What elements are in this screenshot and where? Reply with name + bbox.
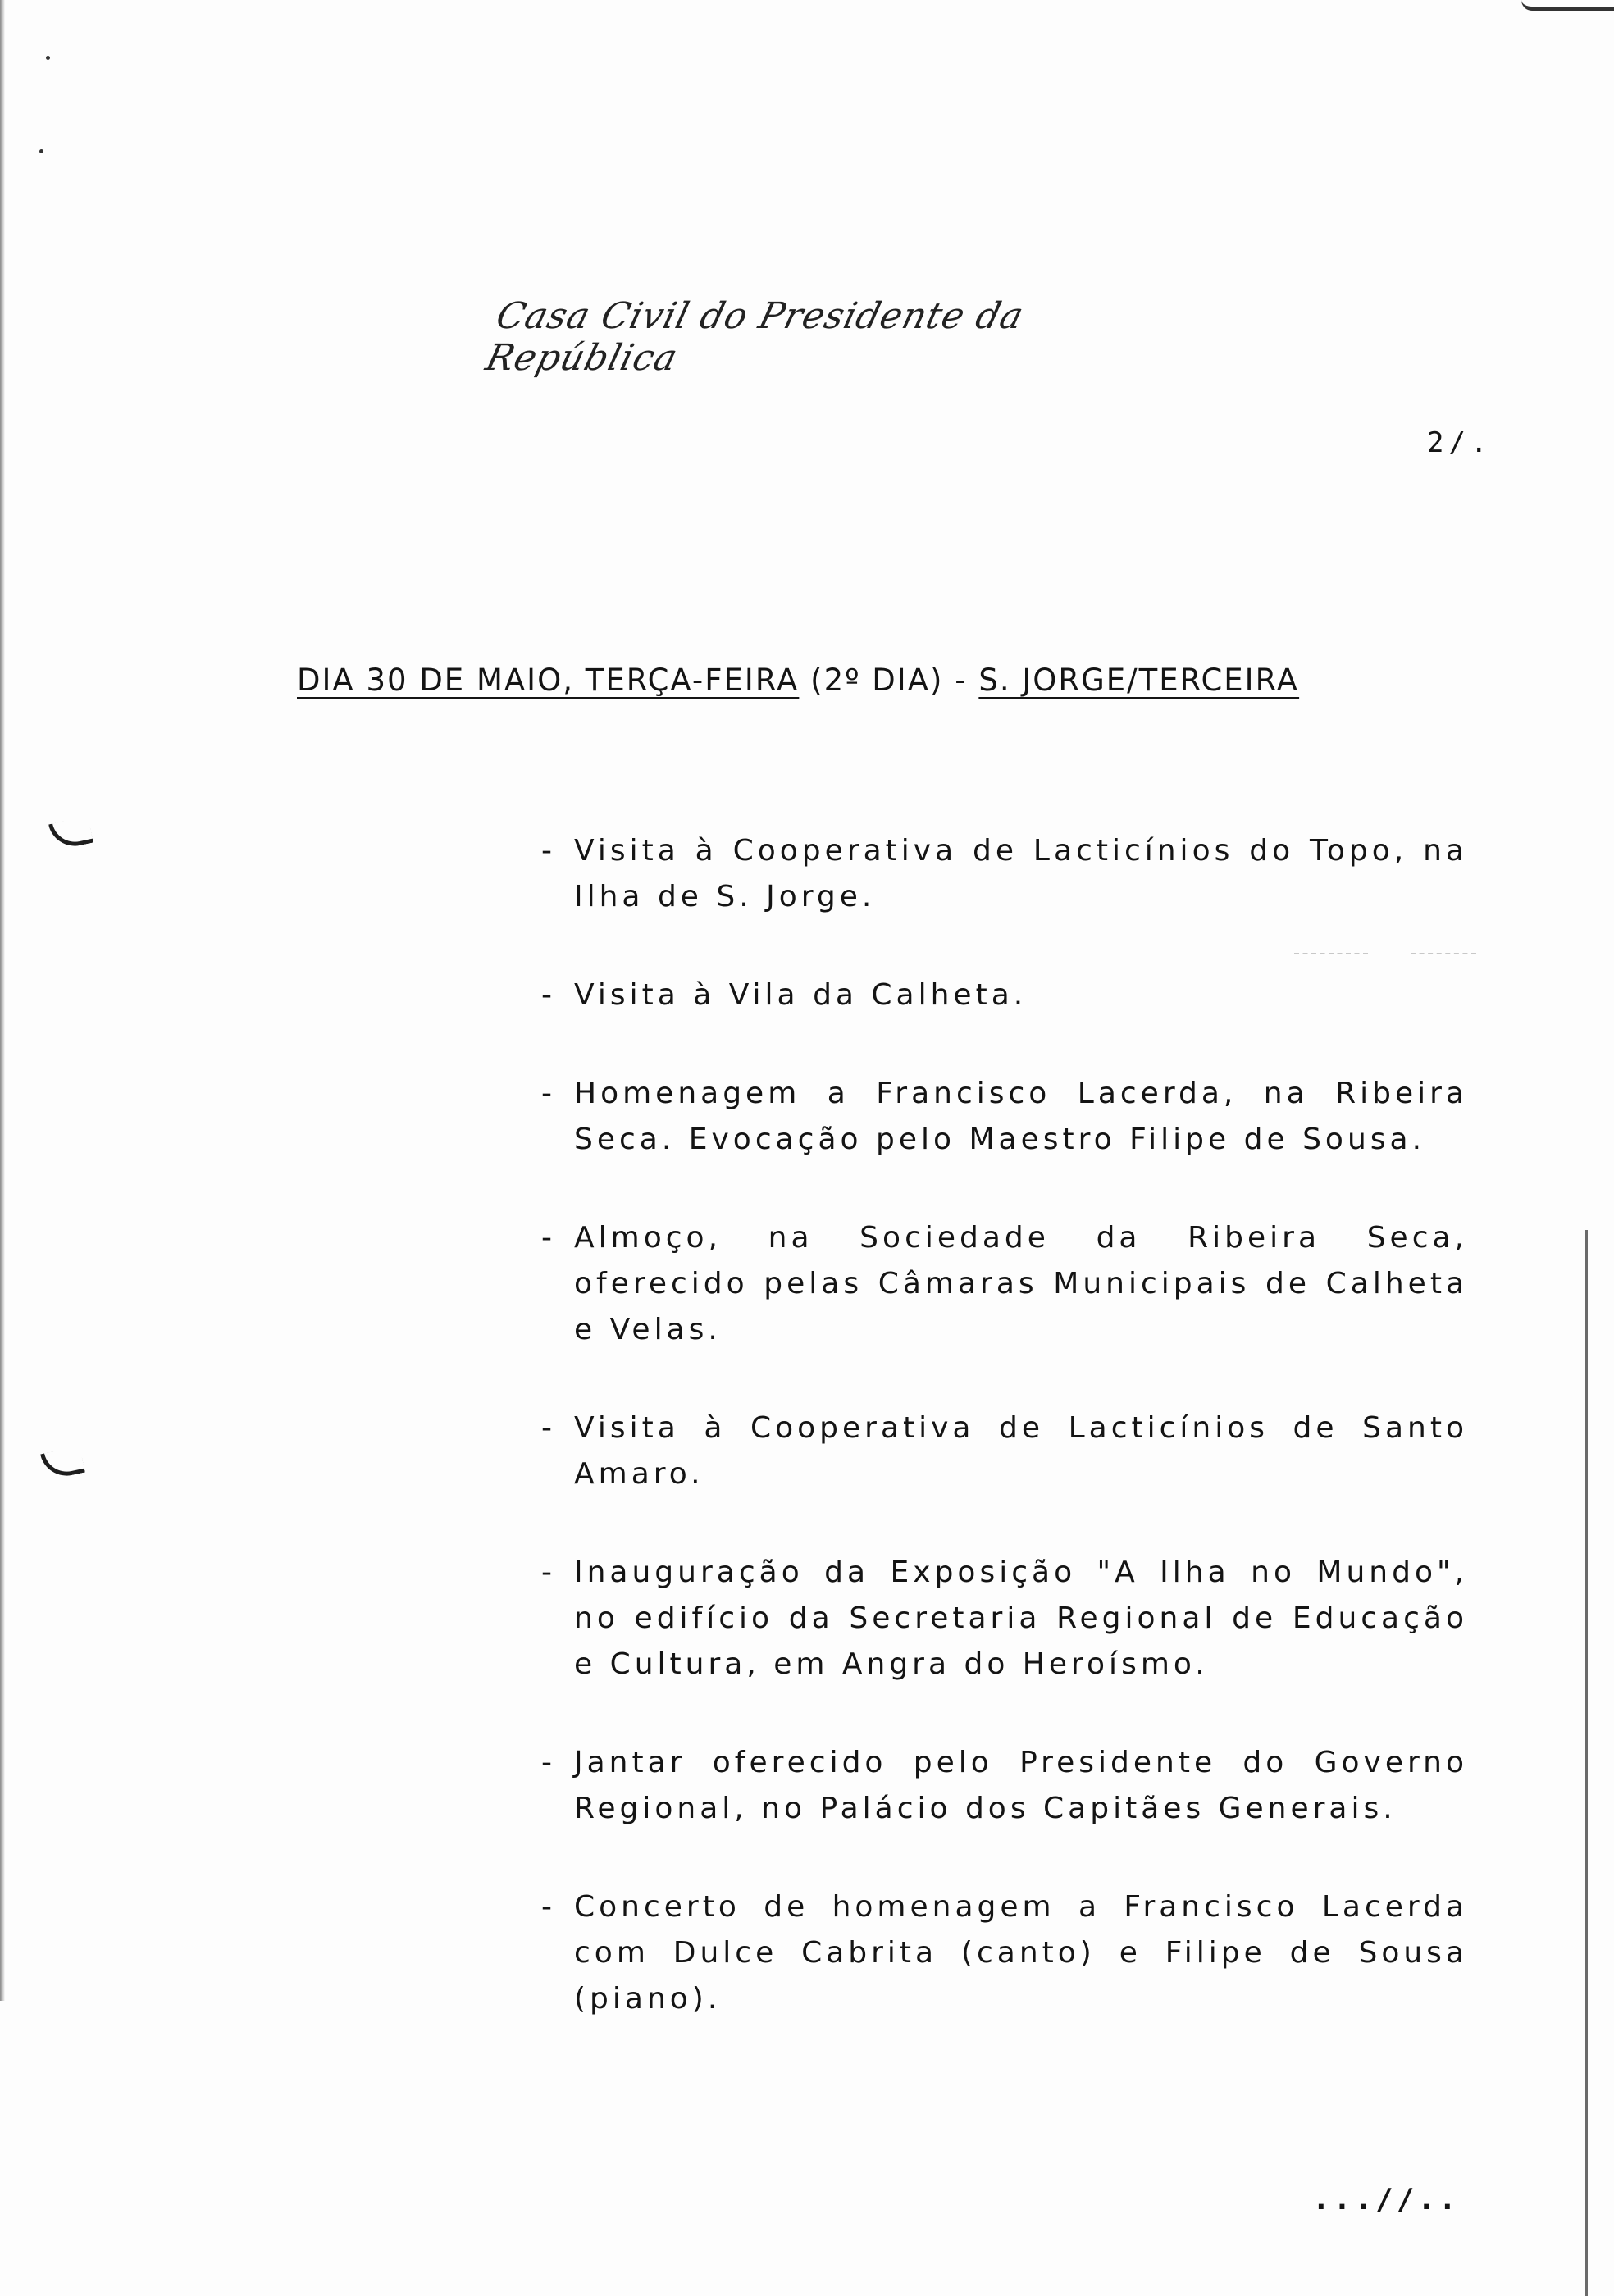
- item-dash: -: [541, 1746, 556, 1779]
- item-dash: -: [541, 978, 556, 1012]
- item-dash: -: [541, 1221, 556, 1255]
- agenda-item-text: Visita à Cooperativa de Lacticínios do Topo, na Ilha de S. Jorge.: [574, 834, 1468, 913]
- item-dash: -: [541, 1890, 556, 1924]
- agenda-item-text: Concerto de homenagem a Francisco Lacerda com Dulce Cabrita (canto) e Filipe de Sousa (piano).: [574, 1890, 1468, 2016]
- agenda-item: [541, 828, 1468, 920]
- item-dash: -: [541, 1077, 556, 1110]
- agenda-item-text: Inauguração da Exposição "A Ilha no Mundo", no edifício da Secretaria Regional de Educação e Cultura, em Angra do Heroísmo.: [574, 1556, 1468, 1681]
- scan-edge-right: [1585, 1230, 1588, 2296]
- scan-corner-mark: [1521, 0, 1614, 11]
- letterhead: Casa Civil do Presidente da República: [481, 295, 1028, 379]
- agenda-item: [541, 973, 1468, 1018]
- agenda-item: [541, 1071, 1468, 1163]
- scan-speck: [46, 56, 50, 60]
- agenda-item-text: Almoço, na Sociedade da Ribeira Seca, oferecido pelas Câmaras Municipais de Calheta e Velas.: [574, 1221, 1468, 1346]
- item-dash: -: [541, 834, 556, 868]
- heading-day-count: (2º DIA) -: [810, 663, 968, 698]
- punch-hole-mark: [40, 1446, 85, 1480]
- day-heading: [297, 663, 1412, 698]
- agenda-item-text: Visita à Vila da Calheta.: [574, 978, 1028, 1012]
- scan-speck: [39, 149, 43, 153]
- heading-place: S. JORGE/TERCEIRA: [978, 663, 1300, 698]
- agenda-item: [541, 1550, 1468, 1688]
- agenda-item-text: Jantar oferecido pelo Presidente do Governo Regional, no Palácio dos Capitães Generais.: [574, 1746, 1468, 1825]
- heading-date: DIA 30 DE MAIO, TERÇA-FEIRA: [297, 663, 800, 698]
- item-dash: -: [541, 1411, 556, 1445]
- agenda-item: [541, 1740, 1468, 1832]
- agenda-list: [541, 828, 1468, 2075]
- continuation-mark: ...//..: [1312, 2183, 1460, 2216]
- page-number: 2/.: [1427, 426, 1493, 459]
- agenda-item: [541, 1215, 1468, 1353]
- agenda-item: [541, 1884, 1468, 2022]
- punch-hole-mark: [48, 816, 93, 850]
- agenda-item-text: Homenagem a Francisco Lacerda, na Ribeira Seca. Evocação pelo Maestro Filipe de Sousa.: [574, 1077, 1468, 1156]
- item-dash: -: [541, 1556, 556, 1589]
- agenda-item-text: Visita à Cooperativa de Lacticínios de Santo Amaro.: [574, 1411, 1468, 1491]
- agenda-item: [541, 1405, 1468, 1497]
- scan-edge-left: [0, 0, 5, 2001]
